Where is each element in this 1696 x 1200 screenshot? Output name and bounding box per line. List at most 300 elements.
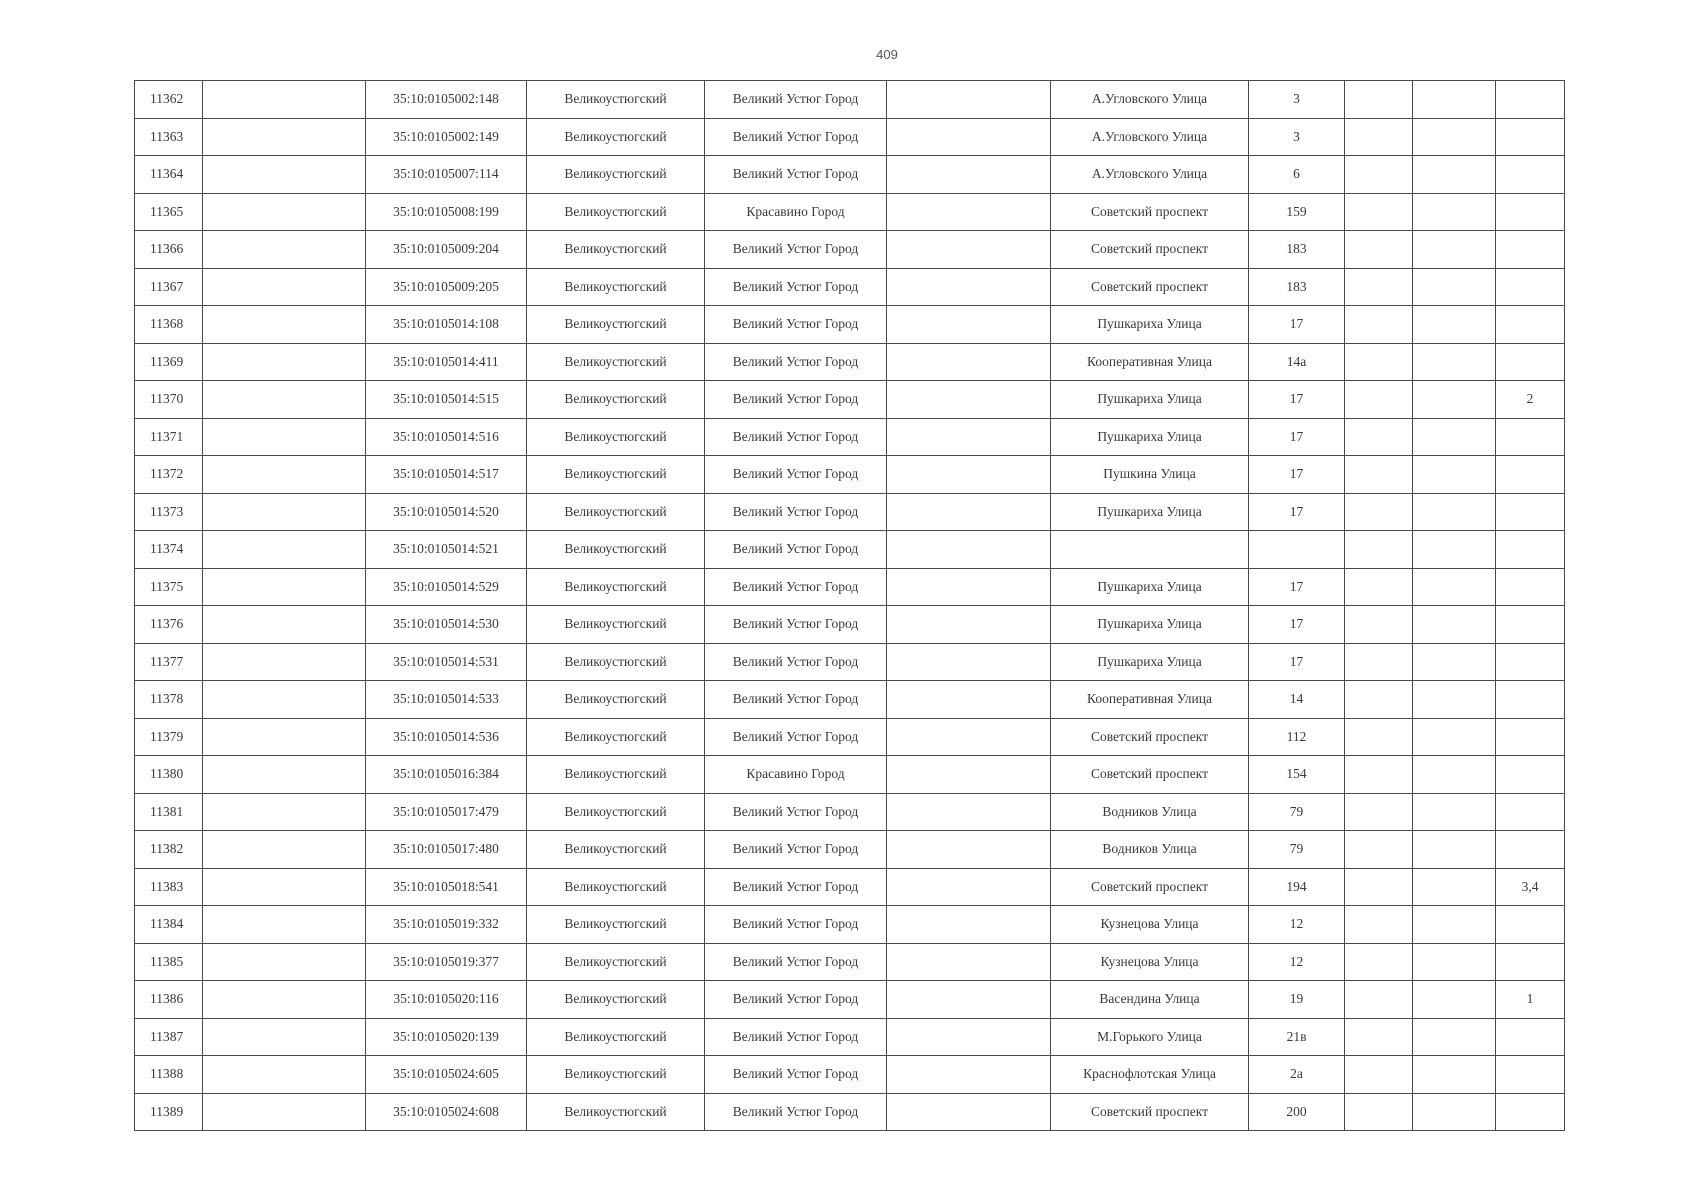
settlement-cell: Великий Устюг Город: [705, 156, 887, 194]
district-cell: Великоустюгский: [527, 831, 705, 869]
empty-cell-b: [887, 1018, 1051, 1056]
table-row: [135, 343, 1565, 381]
empty-cell-d: [1413, 381, 1496, 419]
row-number-cell: 11383: [135, 868, 203, 906]
table-row: [135, 493, 1565, 531]
empty-cell-a: [203, 193, 366, 231]
empty-cell-b: [887, 1093, 1051, 1131]
street-cell: А.Угловского Улица: [1051, 81, 1249, 119]
settlement-cell: Великий Устюг Город: [705, 718, 887, 756]
empty-cell-d: [1413, 1018, 1496, 1056]
settlement-cell: Великий Устюг Город: [705, 118, 887, 156]
note-cell: [1496, 681, 1565, 719]
empty-cell-c: [1345, 868, 1413, 906]
empty-cell-c: [1345, 756, 1413, 794]
empty-cell-c: [1345, 156, 1413, 194]
house-number-cell: 183: [1249, 231, 1345, 269]
cadastral-number-cell: 35:10:0105014:108: [366, 306, 527, 344]
street-cell: Кузнецова Улица: [1051, 943, 1249, 981]
cadastral-number-cell: 35:10:0105020:139: [366, 1018, 527, 1056]
empty-cell-a: [203, 381, 366, 419]
row-number-cell: 11385: [135, 943, 203, 981]
house-number-cell: 17: [1249, 456, 1345, 494]
note-cell: 1: [1496, 981, 1565, 1019]
street-cell: Советский проспект: [1051, 868, 1249, 906]
empty-cell-a: [203, 493, 366, 531]
empty-cell-b: [887, 231, 1051, 269]
empty-cell-d: [1413, 606, 1496, 644]
empty-cell-c: [1345, 343, 1413, 381]
street-cell: Кузнецова Улица: [1051, 906, 1249, 944]
empty-cell-a: [203, 756, 366, 794]
settlement-cell: Великий Устюг Город: [705, 831, 887, 869]
empty-cell-c: [1345, 1093, 1413, 1131]
table-row: [135, 306, 1565, 344]
note-cell: [1496, 456, 1565, 494]
cadastral-number-cell: 35:10:0105014:517: [366, 456, 527, 494]
house-number-cell: 21в: [1249, 1018, 1345, 1056]
street-cell: Васендина Улица: [1051, 981, 1249, 1019]
settlement-cell: Великий Устюг Город: [705, 268, 887, 306]
note-cell: 2: [1496, 381, 1565, 419]
row-number-cell: 11380: [135, 756, 203, 794]
table-row: [135, 1018, 1565, 1056]
house-number-cell: 200: [1249, 1093, 1345, 1131]
empty-cell-a: [203, 793, 366, 831]
empty-cell-d: [1413, 643, 1496, 681]
empty-cell-a: [203, 943, 366, 981]
street-cell: М.Горького Улица: [1051, 1018, 1249, 1056]
house-number-cell: 19: [1249, 981, 1345, 1019]
settlement-cell: Великий Устюг Город: [705, 1018, 887, 1056]
district-cell: Великоустюгский: [527, 1093, 705, 1131]
empty-cell-c: [1345, 681, 1413, 719]
house-number-cell: 17: [1249, 643, 1345, 681]
empty-cell-a: [203, 118, 366, 156]
settlement-cell: Великий Устюг Город: [705, 568, 887, 606]
empty-cell-b: [887, 456, 1051, 494]
table-row: [135, 231, 1565, 269]
empty-cell-d: [1413, 306, 1496, 344]
note-cell: [1496, 231, 1565, 269]
cadastral-number-cell: 35:10:0105020:116: [366, 981, 527, 1019]
cadastral-number-cell: 35:10:0105014:515: [366, 381, 527, 419]
empty-cell-d: [1413, 981, 1496, 1019]
note-cell: [1496, 568, 1565, 606]
street-cell: Пушкариха Улица: [1051, 306, 1249, 344]
empty-cell-a: [203, 81, 366, 119]
empty-cell-d: [1413, 1093, 1496, 1131]
empty-cell-d: [1413, 81, 1496, 119]
table-row: [135, 1056, 1565, 1094]
empty-cell-d: [1413, 156, 1496, 194]
empty-cell-a: [203, 981, 366, 1019]
cadastral-number-cell: 35:10:0105017:480: [366, 831, 527, 869]
empty-cell-b: [887, 381, 1051, 419]
house-number-cell: [1249, 531, 1345, 569]
note-cell: [1496, 1056, 1565, 1094]
empty-cell-a: [203, 906, 366, 944]
note-cell: [1496, 418, 1565, 456]
empty-cell-d: [1413, 568, 1496, 606]
empty-cell-d: [1413, 1056, 1496, 1094]
table-row: [135, 793, 1565, 831]
table-row: [135, 268, 1565, 306]
district-cell: Великоустюгский: [527, 906, 705, 944]
street-cell: Кооперативная Улица: [1051, 343, 1249, 381]
table-row: [135, 568, 1565, 606]
house-number-cell: 194: [1249, 868, 1345, 906]
cadastral-number-cell: 35:10:0105014:531: [366, 643, 527, 681]
empty-cell-a: [203, 1056, 366, 1094]
empty-cell-a: [203, 831, 366, 869]
settlement-cell: Великий Устюг Город: [705, 868, 887, 906]
table-row: [135, 606, 1565, 644]
empty-cell-b: [887, 81, 1051, 119]
cadastral-number-cell: 35:10:0105014:536: [366, 718, 527, 756]
empty-cell-c: [1345, 531, 1413, 569]
table-row: [135, 906, 1565, 944]
note-cell: [1496, 118, 1565, 156]
street-cell: Пушкариха Улица: [1051, 381, 1249, 419]
row-number-cell: 11370: [135, 381, 203, 419]
settlement-cell: Великий Устюг Город: [705, 981, 887, 1019]
house-number-cell: 17: [1249, 606, 1345, 644]
row-number-cell: 11371: [135, 418, 203, 456]
row-number-cell: 11362: [135, 81, 203, 119]
note-cell: [1496, 81, 1565, 119]
row-number-cell: 11382: [135, 831, 203, 869]
street-cell: Пушкариха Улица: [1051, 568, 1249, 606]
cadastral-number-cell: 35:10:0105024:605: [366, 1056, 527, 1094]
empty-cell-b: [887, 756, 1051, 794]
cadastral-number-cell: 35:10:0105009:205: [366, 268, 527, 306]
cadastral-number-cell: 35:10:0105014:521: [366, 531, 527, 569]
page-number: 409: [876, 47, 898, 62]
settlement-cell: Великий Устюг Город: [705, 381, 887, 419]
empty-cell-a: [203, 156, 366, 194]
row-number-cell: 11366: [135, 231, 203, 269]
empty-cell-a: [203, 268, 366, 306]
empty-cell-c: [1345, 831, 1413, 869]
street-cell: Советский проспект: [1051, 231, 1249, 269]
row-number-cell: 11387: [135, 1018, 203, 1056]
empty-cell-a: [203, 418, 366, 456]
cadastral-number-cell: 35:10:0105014:533: [366, 681, 527, 719]
empty-cell-c: [1345, 606, 1413, 644]
note-cell: [1496, 831, 1565, 869]
row-number-cell: 11374: [135, 531, 203, 569]
row-number-cell: 11384: [135, 906, 203, 944]
street-cell: Пушкариха Улица: [1051, 606, 1249, 644]
house-number-cell: 17: [1249, 418, 1345, 456]
table-row: [135, 156, 1565, 194]
street-cell: Советский проспект: [1051, 1093, 1249, 1131]
empty-cell-d: [1413, 193, 1496, 231]
note-cell: [1496, 493, 1565, 531]
house-number-cell: 17: [1249, 493, 1345, 531]
street-cell: Водников Улица: [1051, 831, 1249, 869]
table-row: [135, 943, 1565, 981]
registry-table-body: [135, 81, 1565, 1131]
street-cell: Кооперативная Улица: [1051, 681, 1249, 719]
row-number-cell: 11388: [135, 1056, 203, 1094]
empty-cell-b: [887, 156, 1051, 194]
street-cell: [1051, 531, 1249, 569]
note-cell: [1496, 943, 1565, 981]
empty-cell-c: [1345, 943, 1413, 981]
table-row: [135, 868, 1565, 906]
table-row: [135, 456, 1565, 494]
cadastral-number-cell: 35:10:0105002:148: [366, 81, 527, 119]
cadastral-number-cell: 35:10:0105024:608: [366, 1093, 527, 1131]
table-row: [135, 756, 1565, 794]
empty-cell-b: [887, 681, 1051, 719]
note-cell: [1496, 343, 1565, 381]
empty-cell-b: [887, 193, 1051, 231]
street-cell: Советский проспект: [1051, 268, 1249, 306]
cadastral-number-cell: 35:10:0105007:114: [366, 156, 527, 194]
note-cell: [1496, 306, 1565, 344]
district-cell: Великоустюгский: [527, 456, 705, 494]
settlement-cell: Великий Устюг Город: [705, 1093, 887, 1131]
empty-cell-b: [887, 268, 1051, 306]
street-cell: Краснофлотская Улица: [1051, 1056, 1249, 1094]
cadastral-number-cell: 35:10:0105014:411: [366, 343, 527, 381]
empty-cell-d: [1413, 868, 1496, 906]
settlement-cell: Великий Устюг Город: [705, 643, 887, 681]
street-cell: Пушкариха Улица: [1051, 493, 1249, 531]
row-number-cell: 11365: [135, 193, 203, 231]
empty-cell-a: [203, 1093, 366, 1131]
empty-cell-c: [1345, 81, 1413, 119]
district-cell: Великоустюгский: [527, 531, 705, 569]
empty-cell-d: [1413, 531, 1496, 569]
note-cell: [1496, 1093, 1565, 1131]
house-number-cell: 12: [1249, 943, 1345, 981]
street-cell: Пушкина Улица: [1051, 456, 1249, 494]
house-number-cell: 6: [1249, 156, 1345, 194]
settlement-cell: Великий Устюг Город: [705, 81, 887, 119]
empty-cell-b: [887, 118, 1051, 156]
house-number-cell: 14а: [1249, 343, 1345, 381]
street-cell: Советский проспект: [1051, 718, 1249, 756]
table-row: [135, 531, 1565, 569]
house-number-cell: 17: [1249, 568, 1345, 606]
settlement-cell: Великий Устюг Город: [705, 606, 887, 644]
empty-cell-d: [1413, 681, 1496, 719]
district-cell: Великоустюгский: [527, 156, 705, 194]
empty-cell-b: [887, 493, 1051, 531]
cadastral-number-cell: 35:10:0105018:541: [366, 868, 527, 906]
empty-cell-c: [1345, 456, 1413, 494]
empty-cell-a: [203, 531, 366, 569]
empty-cell-c: [1345, 118, 1413, 156]
empty-cell-b: [887, 943, 1051, 981]
district-cell: Великоустюгский: [527, 343, 705, 381]
empty-cell-c: [1345, 568, 1413, 606]
empty-cell-d: [1413, 418, 1496, 456]
row-number-cell: 11379: [135, 718, 203, 756]
empty-cell-b: [887, 906, 1051, 944]
street-cell: Пушкариха Улица: [1051, 643, 1249, 681]
table-row: [135, 81, 1565, 119]
table-row: [135, 1093, 1565, 1131]
table-row: [135, 118, 1565, 156]
row-number-cell: 11367: [135, 268, 203, 306]
empty-cell-b: [887, 606, 1051, 644]
empty-cell-b: [887, 718, 1051, 756]
settlement-cell: Великий Устюг Город: [705, 231, 887, 269]
empty-cell-d: [1413, 493, 1496, 531]
district-cell: Великоустюгский: [527, 643, 705, 681]
settlement-cell: Великий Устюг Город: [705, 681, 887, 719]
empty-cell-a: [203, 456, 366, 494]
house-number-cell: 159: [1249, 193, 1345, 231]
district-cell: Великоустюгский: [527, 681, 705, 719]
house-number-cell: 17: [1249, 306, 1345, 344]
settlement-cell: Великий Устюг Город: [705, 1056, 887, 1094]
empty-cell-c: [1345, 381, 1413, 419]
row-number-cell: 11389: [135, 1093, 203, 1131]
settlement-cell: Великий Устюг Город: [705, 343, 887, 381]
house-number-cell: 79: [1249, 831, 1345, 869]
empty-cell-b: [887, 418, 1051, 456]
settlement-cell: Великий Устюг Город: [705, 906, 887, 944]
empty-cell-a: [203, 868, 366, 906]
house-number-cell: 154: [1249, 756, 1345, 794]
empty-cell-d: [1413, 268, 1496, 306]
house-number-cell: 12: [1249, 906, 1345, 944]
district-cell: Великоустюгский: [527, 981, 705, 1019]
empty-cell-d: [1413, 756, 1496, 794]
table-row: [135, 831, 1565, 869]
settlement-cell: Великий Устюг Город: [705, 418, 887, 456]
row-number-cell: 11364: [135, 156, 203, 194]
cadastral-number-cell: 35:10:0105014:530: [366, 606, 527, 644]
empty-cell-a: [203, 681, 366, 719]
note-cell: 3,4: [1496, 868, 1565, 906]
note-cell: [1496, 793, 1565, 831]
empty-cell-c: [1345, 793, 1413, 831]
district-cell: Великоустюгский: [527, 231, 705, 269]
empty-cell-c: [1345, 306, 1413, 344]
row-number-cell: 11372: [135, 456, 203, 494]
table-row: [135, 981, 1565, 1019]
settlement-cell: Великий Устюг Город: [705, 456, 887, 494]
district-cell: Великоустюгский: [527, 268, 705, 306]
cadastral-number-cell: 35:10:0105019:377: [366, 943, 527, 981]
empty-cell-c: [1345, 981, 1413, 1019]
cadastral-number-cell: 35:10:0105019:332: [366, 906, 527, 944]
district-cell: Великоустюгский: [527, 718, 705, 756]
empty-cell-c: [1345, 718, 1413, 756]
row-number-cell: 11375: [135, 568, 203, 606]
row-number-cell: 11381: [135, 793, 203, 831]
house-number-cell: 3: [1249, 118, 1345, 156]
table-row: [135, 681, 1565, 719]
empty-cell-b: [887, 343, 1051, 381]
settlement-cell: Великий Устюг Город: [705, 306, 887, 344]
house-number-cell: 183: [1249, 268, 1345, 306]
district-cell: Великоустюгский: [527, 756, 705, 794]
table-row: [135, 381, 1565, 419]
note-cell: [1496, 718, 1565, 756]
cadastral-number-cell: 35:10:0105016:384: [366, 756, 527, 794]
empty-cell-c: [1345, 643, 1413, 681]
table-row: [135, 418, 1565, 456]
row-number-cell: 11369: [135, 343, 203, 381]
row-number-cell: 11368: [135, 306, 203, 344]
empty-cell-b: [887, 793, 1051, 831]
street-cell: Пушкариха Улица: [1051, 418, 1249, 456]
empty-cell-d: [1413, 793, 1496, 831]
district-cell: Великоустюгский: [527, 493, 705, 531]
district-cell: Великоустюгский: [527, 568, 705, 606]
note-cell: [1496, 756, 1565, 794]
empty-cell-d: [1413, 718, 1496, 756]
note-cell: [1496, 643, 1565, 681]
cadastral-number-cell: 35:10:0105014:529: [366, 568, 527, 606]
empty-cell-d: [1413, 943, 1496, 981]
street-cell: А.Угловского Улица: [1051, 118, 1249, 156]
settlement-cell: Великий Устюг Город: [705, 531, 887, 569]
settlement-cell: Красавино Город: [705, 193, 887, 231]
empty-cell-d: [1413, 118, 1496, 156]
empty-cell-c: [1345, 193, 1413, 231]
house-number-cell: 79: [1249, 793, 1345, 831]
empty-cell-a: [203, 231, 366, 269]
registry-table: [134, 80, 1565, 1131]
street-cell: А.Угловского Улица: [1051, 156, 1249, 194]
empty-cell-b: [887, 568, 1051, 606]
district-cell: Великоустюгский: [527, 868, 705, 906]
district-cell: Великоустюгский: [527, 381, 705, 419]
empty-cell-b: [887, 831, 1051, 869]
empty-cell-c: [1345, 906, 1413, 944]
row-number-cell: 11376: [135, 606, 203, 644]
note-cell: [1496, 606, 1565, 644]
district-cell: Великоустюгский: [527, 306, 705, 344]
empty-cell-d: [1413, 343, 1496, 381]
row-number-cell: 11377: [135, 643, 203, 681]
district-cell: Великоустюгский: [527, 793, 705, 831]
empty-cell-a: [203, 306, 366, 344]
empty-cell-c: [1345, 231, 1413, 269]
empty-cell-a: [203, 606, 366, 644]
district-cell: Великоустюгский: [527, 606, 705, 644]
note-cell: [1496, 531, 1565, 569]
cadastral-number-cell: 35:10:0105002:149: [366, 118, 527, 156]
settlement-cell: Великий Устюг Город: [705, 793, 887, 831]
settlement-cell: Великий Устюг Город: [705, 493, 887, 531]
house-number-cell: 112: [1249, 718, 1345, 756]
empty-cell-c: [1345, 1018, 1413, 1056]
district-cell: Великоустюгский: [527, 193, 705, 231]
empty-cell-b: [887, 306, 1051, 344]
row-number-cell: 11378: [135, 681, 203, 719]
district-cell: Великоустюгский: [527, 418, 705, 456]
empty-cell-a: [203, 343, 366, 381]
cadastral-number-cell: 35:10:0105014:516: [366, 418, 527, 456]
empty-cell-b: [887, 868, 1051, 906]
house-number-cell: 17: [1249, 381, 1345, 419]
cadastral-number-cell: 35:10:0105014:520: [366, 493, 527, 531]
note-cell: [1496, 193, 1565, 231]
note-cell: [1496, 156, 1565, 194]
empty-cell-a: [203, 1018, 366, 1056]
row-number-cell: 11363: [135, 118, 203, 156]
